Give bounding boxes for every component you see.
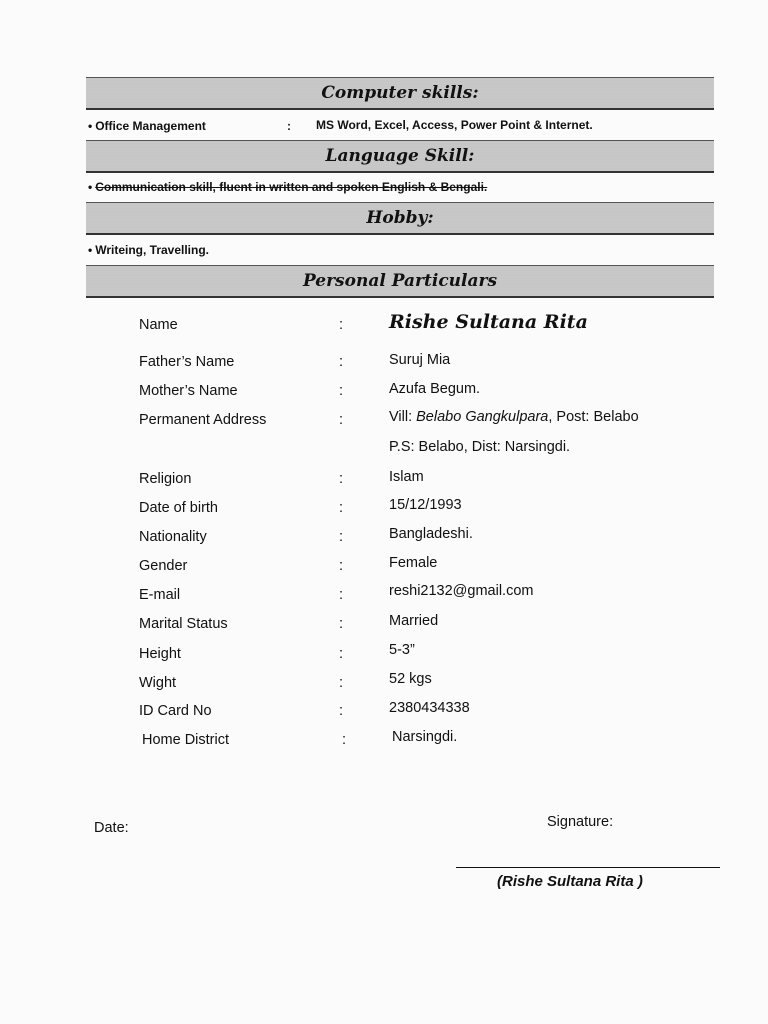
field-value: Married xyxy=(389,613,439,629)
section-header-personal-particulars xyxy=(86,265,714,298)
field-label: Height xyxy=(139,646,181,662)
field-colon: : xyxy=(339,383,344,399)
field-label: E-mail xyxy=(139,587,181,603)
field-colon: : xyxy=(339,558,344,574)
field-label: Home District xyxy=(142,732,230,748)
row-address-line-2 xyxy=(0,439,768,463)
hobby-line xyxy=(88,243,209,257)
skill-value: MS Word, Excel, Access, Power Point & Internet. xyxy=(316,118,593,132)
field-label: Religion xyxy=(139,471,192,487)
row-home-district xyxy=(0,729,768,756)
field-value: 15/12/1993 xyxy=(389,497,462,513)
row-name xyxy=(0,311,768,341)
row-weight xyxy=(0,671,768,699)
village-name: Belabo Gangkulpara xyxy=(416,409,549,425)
row-religion xyxy=(0,471,768,495)
row-dob xyxy=(0,497,768,524)
language-skill-text: Communication skill, fluent in written and spoken English & Bengali. xyxy=(95,180,488,194)
section-title: Hobby: xyxy=(366,208,434,228)
address-line-1: Vill: Belabo Gangkulpara, Post: Belabo xyxy=(389,409,639,425)
field-value: 52 kgs xyxy=(389,671,432,687)
row-father xyxy=(0,354,768,378)
field-label: Name xyxy=(139,317,178,333)
skill-colon: : xyxy=(287,119,291,133)
hobby-text: Writeing, Travelling. xyxy=(95,243,210,257)
field-colon: : xyxy=(339,471,344,487)
field-colon: : xyxy=(339,616,344,632)
signature-label: Signature: xyxy=(547,814,614,830)
field-label: Permanent Address xyxy=(139,412,267,428)
field-value: reshi2132@gmail.com xyxy=(389,583,534,599)
field-label: ID Card No xyxy=(139,703,212,719)
field-label: Father’s Name xyxy=(139,354,235,370)
field-colon: : xyxy=(339,675,344,691)
field-value: Bangladeshi. xyxy=(389,526,473,542)
section-title: Language Skill: xyxy=(325,146,475,166)
section-title: Personal Particulars xyxy=(302,271,498,291)
row-id-card xyxy=(0,700,768,727)
row-nationality xyxy=(0,526,768,553)
field-value: Azufa Begum. xyxy=(389,381,481,397)
field-label: Marital Status xyxy=(139,616,228,632)
field-colon: : xyxy=(339,354,344,370)
field-value: Female xyxy=(389,555,438,571)
signature-name: (Rishe Sultana Rita ) xyxy=(497,873,643,890)
row-address xyxy=(0,409,768,436)
bullet-icon: • xyxy=(88,243,93,257)
language-skill-line xyxy=(88,180,487,194)
field-value: Islam xyxy=(389,469,424,485)
address-line-2: P.S: Belabo, Dist: Narsingdi. xyxy=(389,439,571,455)
skill-label: Office Management xyxy=(95,119,206,133)
applicant-name: Rishe Sultana Rita xyxy=(389,311,588,333)
bullet-icon: • xyxy=(88,119,93,133)
date-label: Date: xyxy=(94,820,129,836)
field-colon: : xyxy=(339,587,344,603)
computer-skills-line xyxy=(88,119,206,133)
field-colon: : xyxy=(342,732,347,748)
row-height xyxy=(0,642,768,670)
bullet-icon: • xyxy=(88,180,93,194)
field-value: 5-3” xyxy=(389,642,415,658)
field-colon: : xyxy=(339,529,344,545)
field-label: Mother’s Name xyxy=(139,383,238,399)
section-title: Computer skills: xyxy=(321,83,479,103)
signature-line xyxy=(456,867,720,868)
row-email xyxy=(0,583,768,611)
section-header-computer-skills xyxy=(86,77,714,110)
field-colon: : xyxy=(339,317,344,333)
field-label: Gender xyxy=(139,558,188,574)
row-gender xyxy=(0,555,768,582)
field-colon: : xyxy=(339,646,344,662)
section-header-language-skill xyxy=(86,140,714,173)
row-marital-status xyxy=(0,613,768,640)
field-value: Suruj Mia xyxy=(389,352,451,368)
field-value: Narsingdi. xyxy=(392,729,458,745)
row-mother xyxy=(0,383,768,407)
field-colon: : xyxy=(339,412,344,428)
field-label: Wight xyxy=(139,675,177,691)
field-colon: : xyxy=(339,703,344,719)
field-colon: : xyxy=(339,500,344,516)
field-label: Nationality xyxy=(139,529,207,545)
field-value: 2380434338 xyxy=(389,700,470,716)
section-header-hobby xyxy=(86,202,714,235)
field-label: Date of birth xyxy=(139,500,218,516)
